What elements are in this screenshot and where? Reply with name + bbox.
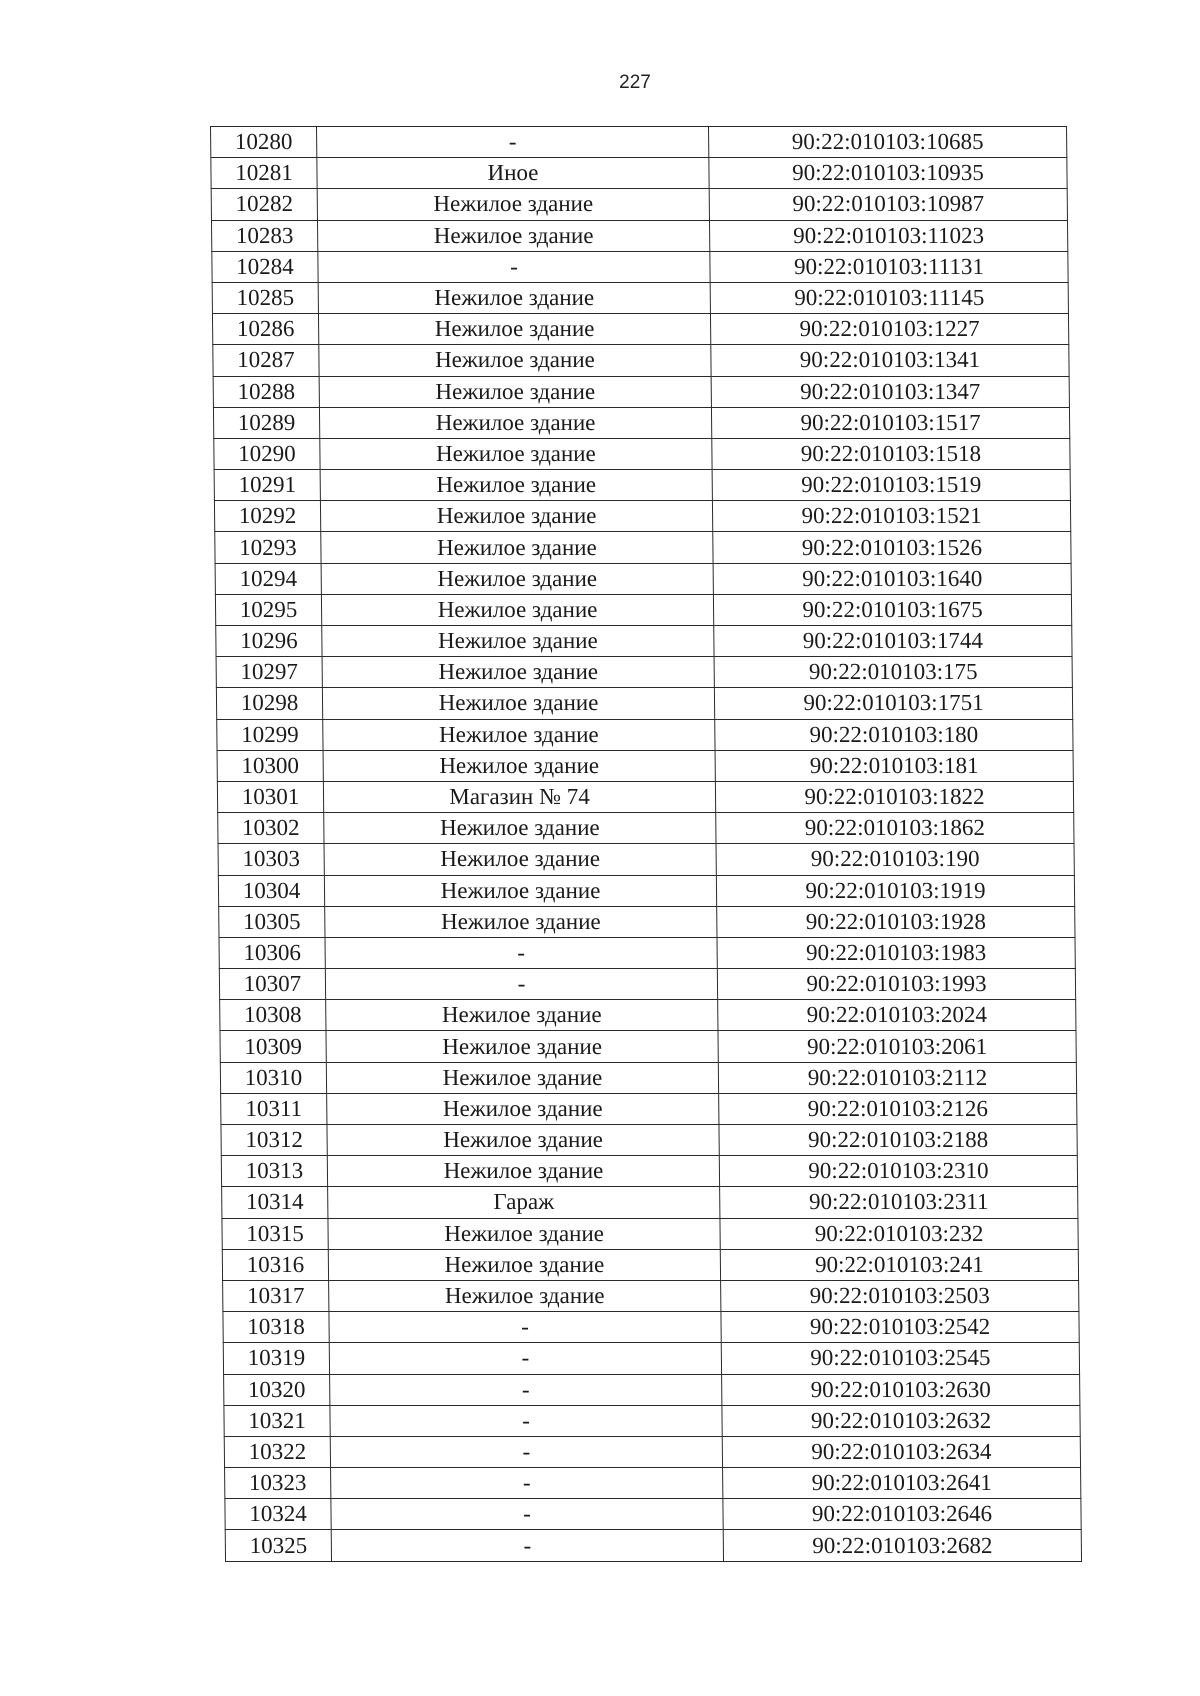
table-row [212, 314, 1068, 345]
table-row [213, 376, 1069, 407]
object-name-cell: Нежилое здание [322, 657, 714, 688]
cadastral-number-cell: 90:22:010103:1744 [714, 626, 1072, 657]
object-name-cell: Нежилое здание [327, 1156, 719, 1187]
row-number-cell: 10317 [223, 1280, 329, 1311]
cadastral-number-cell: 90:22:010103:11145 [710, 282, 1068, 313]
cadastral-number-cell: 90:22:010103:1519 [712, 470, 1070, 501]
row-number-cell: 10324 [225, 1499, 331, 1530]
row-number-cell: 10315 [222, 1218, 328, 1249]
table-row [215, 563, 1071, 594]
cadastral-number-cell: 90:22:010103:2682 [723, 1530, 1081, 1561]
cadastral-number-cell: 90:22:010103:1517 [711, 407, 1069, 438]
row-number-cell: 10311 [221, 1093, 327, 1124]
row-number-cell: 10283 [211, 220, 317, 251]
cadastral-number-cell: 90:22:010103:11023 [709, 220, 1067, 251]
object-name-cell: Нежилое здание [326, 1031, 718, 1062]
row-number-cell: 10323 [225, 1468, 331, 1499]
table-row [217, 781, 1073, 812]
row-number-cell: 10295 [215, 594, 321, 625]
cadastral-number-cell: 90:22:010103:2126 [719, 1093, 1077, 1124]
cadastral-number-cell: 90:22:010103:2024 [718, 1000, 1076, 1031]
cadastral-number-cell: 90:22:010103:1928 [717, 906, 1075, 937]
table-row [211, 220, 1067, 251]
object-name-cell: Нежилое здание [320, 438, 712, 469]
table-row [211, 127, 1067, 158]
row-number-cell: 10291 [214, 470, 320, 501]
table-row [214, 501, 1070, 532]
object-name-cell: Нежилое здание [327, 1093, 719, 1124]
cadastral-number-cell: 90:22:010103:10935 [709, 158, 1067, 189]
row-number-cell: 10280 [211, 127, 317, 158]
table-row [223, 1343, 1079, 1374]
table-row [219, 937, 1075, 968]
object-name-cell: Нежилое здание [328, 1218, 720, 1249]
row-number-cell: 10302 [218, 813, 324, 844]
object-name-cell: Нежилое здание [323, 750, 715, 781]
row-number-cell: 10314 [222, 1187, 328, 1218]
cadastral-number-cell: 90:22:010103:241 [720, 1249, 1078, 1280]
row-number-cell: 10310 [220, 1062, 326, 1093]
cadastral-number-cell: 90:22:010103:2542 [721, 1312, 1079, 1343]
table-row [217, 750, 1073, 781]
row-number-cell: 10287 [213, 345, 319, 376]
cadastral-number-cell: 90:22:010103:232 [720, 1218, 1078, 1249]
table-row [220, 1000, 1076, 1031]
object-name-cell: - [330, 1436, 722, 1467]
object-name-cell: Нежилое здание [318, 282, 710, 313]
cadastral-number-cell: 90:22:010103:175 [714, 657, 1072, 688]
table-row [212, 282, 1068, 313]
table-row [222, 1249, 1078, 1280]
row-number-cell: 10322 [224, 1436, 330, 1467]
row-number-cell: 10318 [223, 1312, 329, 1343]
cadastral-number-cell: 90:22:010103:2630 [722, 1374, 1080, 1405]
row-number-cell: 10293 [215, 532, 321, 563]
object-name-cell: Нежилое здание [321, 563, 713, 594]
object-name-cell: Нежилое здание [326, 1062, 718, 1093]
object-name-cell: - [325, 937, 717, 968]
row-number-cell: 10321 [224, 1405, 330, 1436]
table-row [215, 594, 1071, 625]
object-name-cell: - [330, 1405, 722, 1436]
table-row [213, 407, 1069, 438]
object-name-cell: Нежилое здание [317, 220, 709, 251]
table-row [217, 719, 1073, 750]
object-name-cell: Иное [317, 158, 709, 189]
table-row [218, 875, 1074, 906]
table-row [212, 251, 1068, 282]
cadastral-number-cell: 90:22:010103:2112 [718, 1062, 1076, 1093]
cadastral-number-cell: 90:22:010103:180 [715, 719, 1073, 750]
row-number-cell: 10301 [217, 781, 323, 812]
row-number-cell: 10288 [213, 376, 319, 407]
table-row [225, 1499, 1081, 1530]
cadastral-number-cell: 90:22:010103:1675 [713, 594, 1071, 625]
row-number-cell: 10281 [211, 158, 317, 189]
row-number-cell: 10285 [212, 282, 318, 313]
table-body [211, 127, 1082, 1562]
row-number-cell: 10316 [222, 1249, 328, 1280]
cadastral-number-cell: 90:22:010103:2646 [723, 1499, 1081, 1530]
table-row [220, 1062, 1076, 1093]
object-name-cell: Нежилое здание [317, 189, 709, 220]
table-row [221, 1156, 1077, 1187]
row-number-cell: 10286 [212, 314, 318, 345]
row-number-cell: 10306 [219, 937, 325, 968]
object-name-cell: Нежилое здание [320, 501, 712, 532]
object-name-cell: Нежилое здание [325, 906, 717, 937]
cadastral-number-cell: 90:22:010103:1341 [711, 345, 1069, 376]
cadastral-number-cell: 90:22:010103:1526 [713, 532, 1071, 563]
object-name-cell: Нежилое здание [319, 376, 711, 407]
table-row [216, 626, 1072, 657]
object-name-cell: Нежилое здание [322, 688, 714, 719]
cadastral-number-cell: 90:22:010103:2188 [719, 1125, 1077, 1156]
object-name-cell: - [318, 251, 710, 282]
cadastral-number-cell: 90:22:010103:2311 [720, 1187, 1078, 1218]
object-name-cell: - [331, 1530, 723, 1561]
cadastral-number-cell: 90:22:010103:2503 [721, 1280, 1079, 1311]
object-name-cell: Нежилое здание [322, 626, 714, 657]
row-number-cell: 10305 [219, 906, 325, 937]
cadastral-number-cell: 90:22:010103:1347 [711, 376, 1069, 407]
cadastral-number-cell: 90:22:010103:1983 [717, 937, 1075, 968]
cadastral-number-cell: 90:22:010103:2641 [723, 1468, 1081, 1499]
cadastral-number-cell: 90:22:010103:1640 [713, 563, 1071, 594]
cadastral-number-cell: 90:22:010103:1521 [712, 501, 1070, 532]
row-number-cell: 10299 [217, 719, 323, 750]
cadastral-number-cell: 90:22:010103:2632 [722, 1405, 1080, 1436]
row-number-cell: 10292 [214, 501, 320, 532]
cadastral-number-cell: 90:22:010103:10987 [709, 189, 1067, 220]
row-number-cell: 10284 [212, 251, 318, 282]
cadastral-number-cell: 90:22:010103:181 [715, 750, 1073, 781]
cadastral-number-cell: 90:22:010103:2061 [718, 1031, 1076, 1062]
row-number-cell: 10312 [221, 1125, 327, 1156]
registry-table [210, 126, 1082, 1562]
object-name-cell: - [325, 969, 717, 1000]
cadastral-number-cell: 90:22:010103:190 [716, 844, 1074, 875]
table-row [224, 1436, 1080, 1467]
cadastral-number-cell: 90:22:010103:1822 [715, 781, 1073, 812]
table-row [213, 345, 1069, 376]
cadastral-number-cell: 90:22:010103:2634 [722, 1436, 1080, 1467]
cadastral-number-cell: 90:22:010103:2545 [721, 1343, 1079, 1374]
row-number-cell: 10282 [211, 189, 317, 220]
object-name-cell: Нежилое здание [326, 1000, 718, 1031]
object-name-cell: - [329, 1343, 721, 1374]
object-name-cell: Нежилое здание [324, 844, 716, 875]
table-row [221, 1093, 1077, 1124]
row-number-cell: 10319 [223, 1343, 329, 1374]
row-number-cell: 10297 [216, 657, 322, 688]
object-name-cell: - [331, 1499, 723, 1530]
table-row [224, 1374, 1080, 1405]
object-name-cell: Нежилое здание [328, 1249, 720, 1280]
row-number-cell: 10294 [215, 563, 321, 594]
table-row [225, 1468, 1081, 1499]
table-row [216, 657, 1072, 688]
row-number-cell: 10320 [224, 1374, 330, 1405]
table-row [224, 1405, 1080, 1436]
row-number-cell: 10303 [218, 844, 324, 875]
object-name-cell: Нежилое здание [319, 345, 711, 376]
object-name-cell: Гараж [328, 1187, 720, 1218]
table-row [211, 158, 1067, 189]
object-name-cell: - [329, 1312, 721, 1343]
table-row [216, 688, 1072, 719]
cadastral-number-cell: 90:22:010103:1518 [712, 438, 1070, 469]
object-name-cell: Нежилое здание [323, 719, 715, 750]
object-name-cell: Нежилое здание [320, 470, 712, 501]
object-name-cell: Нежилое здание [321, 594, 713, 625]
table-row [222, 1187, 1078, 1218]
row-number-cell: 10325 [225, 1530, 331, 1561]
cadastral-number-cell: 90:22:010103:10685 [709, 127, 1067, 158]
row-number-cell: 10300 [217, 750, 323, 781]
table-row [214, 438, 1070, 469]
row-number-cell: 10309 [220, 1031, 326, 1062]
row-number-cell: 10289 [213, 407, 319, 438]
cadastral-number-cell: 90:22:010103:1862 [716, 813, 1074, 844]
cadastral-number-cell: 90:22:010103:2310 [719, 1156, 1077, 1187]
cadastral-number-cell: 90:22:010103:1919 [716, 875, 1074, 906]
object-name-cell: - [330, 1374, 722, 1405]
object-name-cell: - [331, 1468, 723, 1499]
table-row [223, 1312, 1079, 1343]
object-name-cell: Нежилое здание [324, 875, 716, 906]
table-row [220, 1031, 1076, 1062]
object-name-cell: Нежилое здание [318, 314, 710, 345]
table-row [222, 1218, 1078, 1249]
row-number-cell: 10307 [219, 969, 325, 1000]
table-row [218, 813, 1074, 844]
page-number: 227 [619, 72, 651, 93]
object-name-cell: - [317, 127, 709, 158]
table-row [219, 969, 1075, 1000]
object-name-cell: Магазин № 74 [323, 781, 715, 812]
table-row [221, 1125, 1077, 1156]
row-number-cell: 10313 [221, 1156, 327, 1187]
table-row [223, 1280, 1079, 1311]
object-name-cell: Нежилое здание [327, 1125, 719, 1156]
cadastral-number-cell: 90:22:010103:11131 [710, 251, 1068, 282]
object-name-cell: Нежилое здание [321, 532, 713, 563]
cadastral-number-cell: 90:22:010103:1751 [714, 688, 1072, 719]
row-number-cell: 10298 [216, 688, 322, 719]
table-row [219, 906, 1075, 937]
row-number-cell: 10304 [218, 875, 324, 906]
table-row [214, 470, 1070, 501]
row-number-cell: 10290 [214, 438, 320, 469]
table-row [211, 189, 1067, 220]
row-number-cell: 10308 [220, 1000, 326, 1031]
table-row [225, 1530, 1081, 1561]
table-row [218, 844, 1074, 875]
object-name-cell: Нежилое здание [324, 813, 716, 844]
object-name-cell: Нежилое здание [329, 1280, 721, 1311]
row-number-cell: 10296 [216, 626, 322, 657]
table-row [215, 532, 1071, 563]
cadastral-number-cell: 90:22:010103:1227 [710, 314, 1068, 345]
cadastral-number-cell: 90:22:010103:1993 [717, 969, 1075, 1000]
object-name-cell: Нежилое здание [319, 407, 711, 438]
